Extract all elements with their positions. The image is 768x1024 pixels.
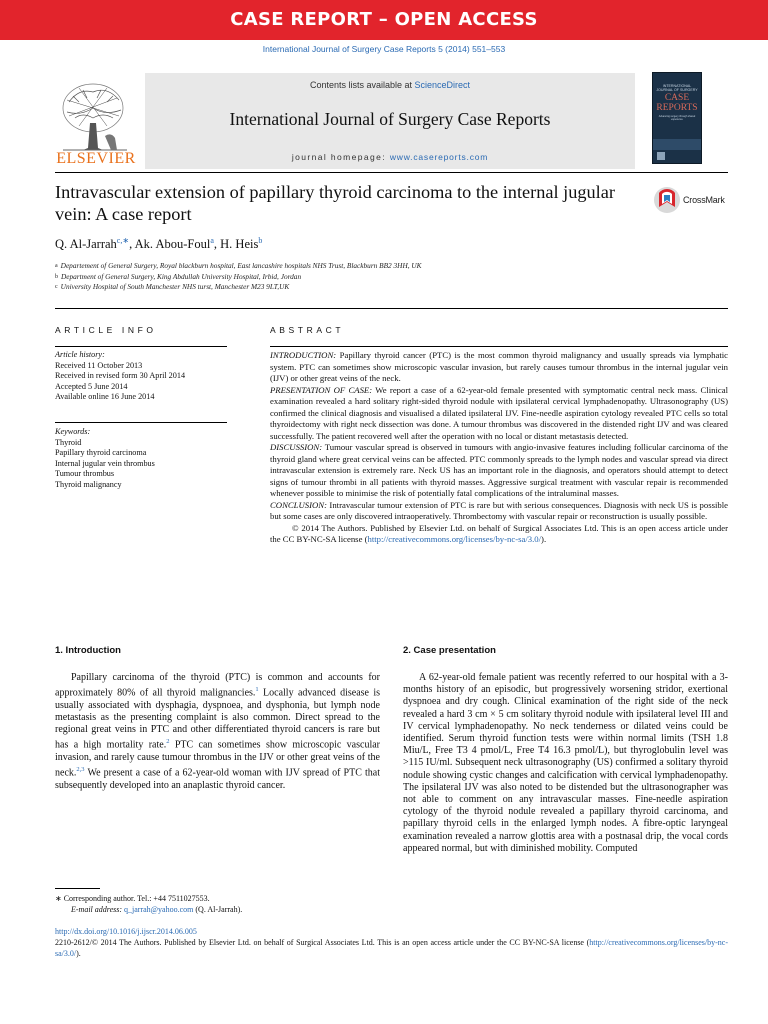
abstract-section-text: We report a case of a 62-year-old female presented with symptomatic central neck mass. Clinical examination revealed a hard solitary right-sided thyroid nodule with ipsilateral cervical lymphadenopathy. Ultrasonography (US) confirmed the clinical diagnosis and visualised a dilated ipsilateral IJV. Fine-needle aspiration cytology revealed PTC cells so total thyroidectomy with right neck dissection was done. A tumour thrombus was discovered in the distended right IJV and was cleared successfully. The patient recovered well after the operation with no local or distant metastasis detected. xyxy=(270,384,728,441)
keyword-item: Tumour thrombus xyxy=(55,469,115,479)
cover-big1: CASE xyxy=(664,92,690,103)
abstract-heading: ABSTRACT xyxy=(270,325,345,335)
abstract-introduction xyxy=(270,350,728,385)
article-info-rule xyxy=(55,346,227,347)
case-paragraph: A 62-year-old female patient was recently referred to our hospital with a 3-months history of an episodic, but progressively worsening stridor, exertional dyspnoea and dry cough. Clinical examination of the right side of the neck revealed a hard 3 cm × 5 cm solitary thyroid nodule with ipsilateral level III and IV cervical lymphadenopathy. No neck tenderness or dilated veins could be identified. Serum thyroid function tests were within normal limits (TSH 1.8 Miu/L, Free T3 4 pmol/L, Free T4 16.3 pmol/L), but thyroglobulin level was >115 IU/ml. Subsequent neck ultrasonography (US) confirmed a solitary thyroid nodule showing cystic changes and calcification with cervical lymphadenopathy. The ipsilateral IJV was also noted to be distended but the ultrasonographer was not able to comment on any intravascular masses. Fine-needle aspiration cytology of the thyroid nodule revealed a papillary thyroid carcinoma, and papillary thyroid cells in the enlarged lymph nodes. A fibre-optic laryngeal examination revealed a narrow glottis area with a postnasal drip, the vocal cords appeared normal, but with diminished mobility. Computed xyxy=(403,672,728,854)
email-line xyxy=(55,904,355,915)
crossmark-icon xyxy=(653,185,681,215)
license-line xyxy=(55,937,728,959)
license-link[interactable]: http://creativecommons.org/licenses/by-nc-sa/3.0/ xyxy=(367,534,542,544)
abstract-section-label: CONCLUSION: xyxy=(270,499,327,510)
case-presentation-heading: 2. Case presentation xyxy=(403,645,496,656)
affil-text: Departement of General Surgery, Royal blackburn hospital, East lancashire hospitals NHS Trust, Blackburn BB2 3HH, UK xyxy=(60,261,422,270)
history-label: Article history: xyxy=(55,350,105,359)
keyword-item: Internal jugular vein thrombus xyxy=(55,458,155,468)
history-item: Received 11 October 2013 xyxy=(55,360,143,370)
crossmark-label: CrossMark xyxy=(683,195,725,205)
keywords xyxy=(55,427,230,491)
email-label: E-mail address: xyxy=(71,905,125,914)
author-name: H. Heis xyxy=(220,237,259,252)
affiliation-a xyxy=(55,261,735,272)
history-item: Available online 16 June 2014 xyxy=(55,392,155,402)
keywords-rule xyxy=(55,422,227,423)
article-info-heading: ARTICLE INFO xyxy=(55,325,157,335)
corresponding-author-footnote xyxy=(55,893,355,915)
abstract-section-text: Intravascular tumour extension of PTC is rare but with serious consequences. Diagnosis with neck US is possible but some cases are only discovered intraoperatively. Thrombectomy with vascular repair or reconstruction is usually possible. xyxy=(270,499,728,521)
sciencedirect-link[interactable]: ScienceDirect xyxy=(414,80,471,90)
abstract-copyright xyxy=(270,523,728,546)
abstract-rule xyxy=(270,346,728,347)
elsevier-wordmark: ELSEVIER xyxy=(56,150,136,167)
history-item: Accepted 5 June 2014 xyxy=(55,381,128,391)
intro-sentence: Papillary carcinoma of the thyroid (PTC) is common and accounts for approximately 80% of all thyroid malignancies. xyxy=(55,672,380,699)
section-rule xyxy=(55,308,728,309)
author-sep: , xyxy=(129,237,135,252)
affiliation-c xyxy=(55,282,735,293)
contents-prefix: Contents lists available at xyxy=(309,80,415,90)
article-history xyxy=(55,350,230,403)
homepage-link[interactable]: www.casereports.com xyxy=(389,152,489,162)
affil-symbol: b xyxy=(55,273,58,280)
introduction-paragraph xyxy=(55,672,380,792)
affil-text: University Hospital of South Manchester NHS turst, Manchester M23 9LT,UK xyxy=(60,282,290,291)
affiliations xyxy=(55,261,735,293)
intro-sentence: We present a case of a 62-year-old woman with IJV spread of PTC that subsequently developed into an anaplastic thyroid cancer. xyxy=(55,767,380,791)
affil-symbol: a xyxy=(55,263,58,269)
cover-emblem xyxy=(657,152,665,160)
author-list xyxy=(55,236,262,252)
author-sep: , xyxy=(213,237,221,252)
citation-ref[interactable]: 1 xyxy=(255,686,259,694)
cover-big2: REPORTS xyxy=(656,102,698,113)
cover-line2: JOURNAL OF SURGERY xyxy=(656,88,698,93)
affiliation-b xyxy=(55,272,735,283)
homepage-prefix: journal homepage: xyxy=(291,152,390,162)
affil-symbol: c xyxy=(55,284,58,290)
author-affil-sup[interactable]: b xyxy=(258,236,263,245)
corresponding-author: ∗ Corresponding author. Tel.: +44 7511027553. xyxy=(55,894,210,903)
license-end: ). xyxy=(76,949,81,958)
journal-citation-link[interactable]: International Journal of Surgery Case Reports 5 (2014) 551–553 xyxy=(262,44,506,54)
cover-line1: INTERNATIONAL xyxy=(662,84,692,88)
journal-cover-thumbnail xyxy=(652,72,702,164)
open-access-banner: CASE REPORT – OPEN ACCESS xyxy=(0,0,768,40)
citation-ref[interactable]: 2 xyxy=(166,738,170,746)
author-name: Q. Al-Jarrah xyxy=(55,237,117,252)
intro-sentence: PTC can sometimes show microscopic vascular invasion, and rarely cause tumour thrombus in the IJV or other great veins of the neck. xyxy=(55,739,380,779)
license-text: 2210-2612/© 2014 The Authors. Published by Elsevier Ltd. on behalf of Surgical Associates Ltd. This is an open access article under the CC BY-NC-SA license ( xyxy=(55,938,590,947)
keywords-label: Keywords: xyxy=(55,427,91,436)
keyword-item: Thyroid xyxy=(55,437,82,447)
keyword-item: Papillary thyroid carcinoma xyxy=(55,448,147,458)
email-link[interactable]: q_jarrah@yahoo.com xyxy=(124,905,194,914)
journal-header xyxy=(145,73,635,169)
abstract-section-label: INTRODUCTION: xyxy=(270,350,337,360)
cover-tag: Advancing surgery through shared experience xyxy=(658,114,696,121)
homepage-line xyxy=(145,152,635,162)
keyword-item: Thyroid malignancy xyxy=(55,479,122,489)
doi-link[interactable]: http://dx.doi.org/10.1016/j.ijscr.2014.06.005 xyxy=(55,927,197,936)
citation-ref[interactable]: 2,3 xyxy=(76,766,85,774)
abstract-section-label: PRESENTATION OF CASE: xyxy=(270,384,373,395)
abstract-body xyxy=(270,350,728,546)
article-title: Intravascular extension of papillary thyroid carcinoma to the internal jugular vein: A case report xyxy=(55,182,615,224)
abstract-section-text: Papillary thyroid cancer (PTC) is the most common thyroid malignancy and usually spreads via lymphatic system. PTC can sometimes show microscopic vascular invasion, but rarely causes tumour thrombus in the internal jugular vein (IJV) or other great veins of the neck. xyxy=(270,350,728,383)
copyright-end: ). xyxy=(541,534,547,544)
intro-sentence: Locally advanced disease is usually associated with dysphagia, dyspnoea, and dysphonia, but lymph node metastasis as the presenting complaint is also common. Direct spread to the regional great veins in PTC and other differentiated thyroid cancers is rare but has a high mortality rate. xyxy=(55,687,381,751)
author-affil-sup[interactable]: c,∗ xyxy=(116,236,130,245)
contents-line xyxy=(145,80,635,90)
copyright-text: © 2014 The Authors. Published by Elsevier Ltd. on behalf of Surgical Associates Ltd. This is an open access article under the CC BY-NC-SA license ( xyxy=(270,522,728,544)
cover-stripe xyxy=(653,139,701,150)
introduction-heading: 1. Introduction xyxy=(55,645,121,656)
abstract-conclusion xyxy=(270,500,728,523)
affil-text: Department of General Surgery, King Abdullah University Hospital, Irbid, Jordan xyxy=(61,271,302,281)
case-presentation-text xyxy=(403,672,728,855)
journal-title: International Journal of Surgery Case Reports xyxy=(229,109,551,129)
author-affil-sup[interactable]: a xyxy=(210,236,214,245)
crossmark-badge[interactable] xyxy=(653,185,745,215)
author-name: Ak. Abou-Foul xyxy=(134,237,211,252)
footer-license-link[interactable]: http://creativecommons.org/licenses/by-nc-sa/3.0/ xyxy=(55,938,728,958)
history-item: Received in revised form 30 April 2014 xyxy=(55,371,186,381)
header-rule xyxy=(55,172,728,173)
abstract-section-label: DISCUSSION: xyxy=(270,442,323,452)
abstract-discussion xyxy=(270,442,728,500)
page-footer xyxy=(55,926,728,959)
abstract-presentation xyxy=(270,385,728,443)
email-tail: (Q. Al-Jarrah). xyxy=(193,905,243,914)
footnote-rule xyxy=(55,888,100,889)
abstract-section-text: Tumour vascular spread is observed in tumours with angio-invasive features including follicular carcinoma of the thyroid gland where great cervical veins can be affected. PTC commonly spreads to the lymph nodes and vascular spread via direct intravascular extension is extremely rare. Neck US has an important role in the diagnosis, and operators should attempt to detect signs of tumour thrombi in all patients with thyroid masses. Aggressive surgical treatment with vascular repair is recommended whenever possible to minimise the risk of potentially fatal complications of the intraluminal masses. xyxy=(270,442,728,498)
introduction-text xyxy=(55,672,380,792)
